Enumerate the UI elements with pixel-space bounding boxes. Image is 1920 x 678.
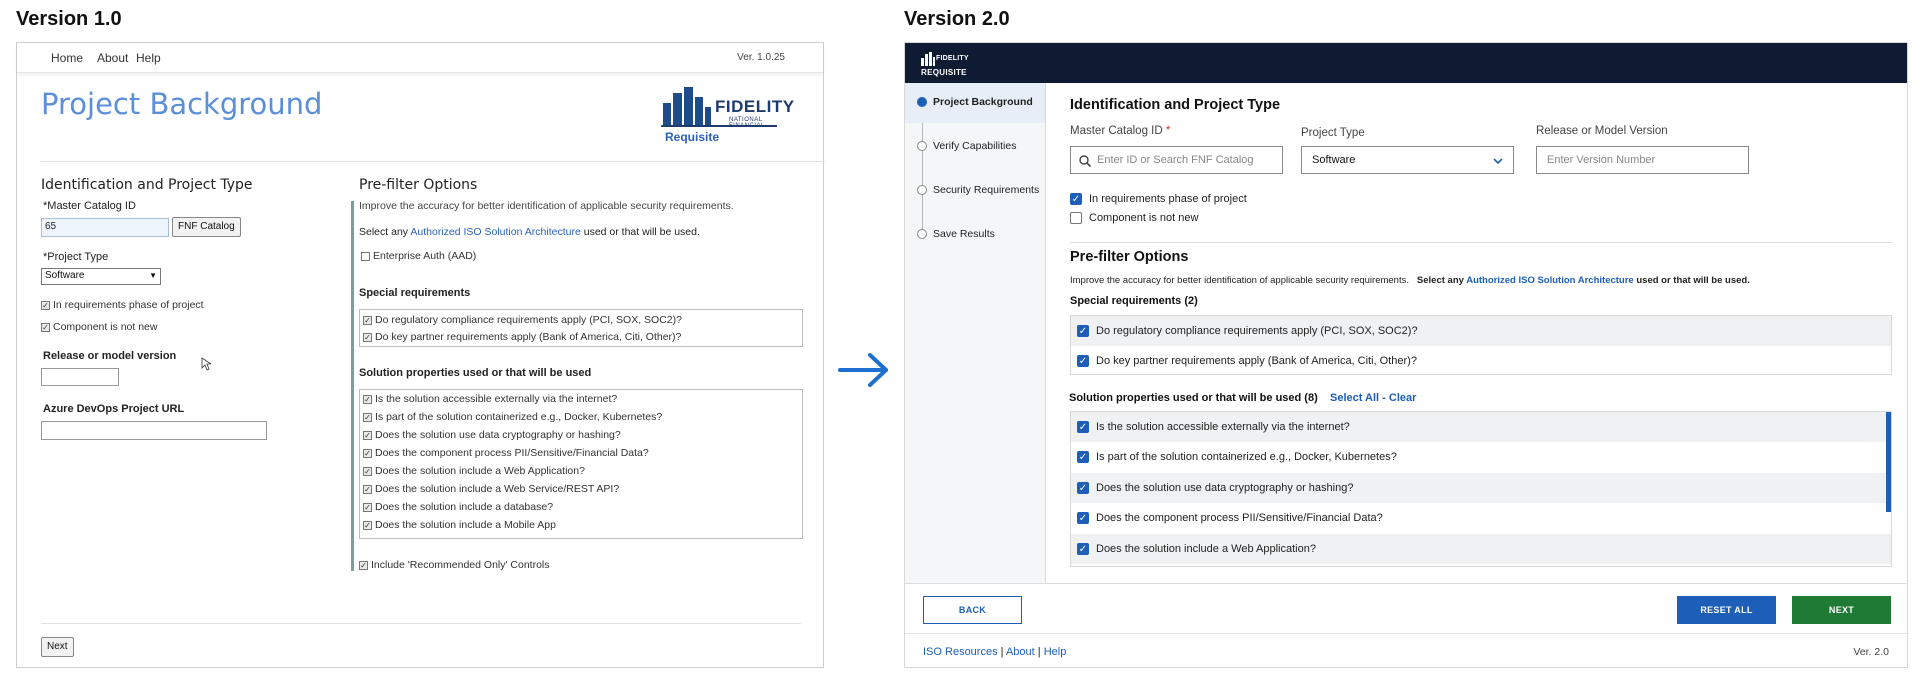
special-item-regulatory[interactable]: ✓ Do regulatory compliance requirements apply (PCI, SOX, SOC2)? (364, 314, 682, 326)
checkbox-icon: ✓ (42, 300, 49, 310)
next-button[interactable]: NEXT (1792, 596, 1891, 624)
checkbox-icon: ✓ (364, 430, 371, 440)
checkbox-icon: ✓ (360, 560, 367, 570)
logo-product: REQUISITE (921, 68, 967, 77)
next-button[interactable]: Next (41, 637, 74, 657)
checkbox-icon (361, 252, 370, 261)
step-dot-icon (917, 141, 927, 151)
master-catalog-search-input[interactable]: Enter ID or Search FNF Catalog (1070, 146, 1283, 174)
solution-item[interactable]: ✓ Is the solution accessible externally via the internet? (1071, 412, 1891, 442)
fidelity-requisite-logo (921, 49, 971, 79)
checkbox-checked-icon: ✓ (1078, 513, 1088, 524)
header-divider (41, 161, 825, 162)
building-icon (661, 85, 721, 127)
checkbox-icon (1070, 212, 1082, 224)
footer-help-link[interactable]: Help (1043, 646, 1067, 658)
checkbox-icon: ✓ (364, 412, 371, 422)
solution-item[interactable]: ✓ Is part of the solution containerized e.g., Docker, Kubernetes? (1078, 451, 1397, 463)
iso-resources-link[interactable]: ISO Resources (923, 646, 998, 658)
top-header-bar (905, 43, 1907, 83)
solution-item[interactable]: ✓ Is the solution accessible externally via the internet? (364, 393, 618, 405)
clear-link[interactable]: Clear (1388, 392, 1417, 404)
version-text: Ver. 1.0.25 (737, 52, 785, 63)
step-project-background[interactable]: Project Background (905, 83, 1045, 123)
special-item-partner[interactable]: ✓ Do key partner requirements apply (Bank of America, Citi, Other)? (1078, 355, 1417, 367)
checkbox-checked-icon: ✓ (1078, 452, 1088, 463)
section-divider (1070, 242, 1892, 243)
solution-item[interactable]: ✓ Does the component process PII/Sensitive/Financial Data? (1078, 512, 1383, 524)
release-input[interactable] (41, 368, 119, 386)
prefilter-accent-bar (351, 201, 354, 571)
fidelity-logo (661, 85, 795, 147)
release-label: Release or model version (43, 350, 177, 362)
identification-heading: Identification and Project Type (1070, 97, 1281, 113)
top-nav-bar (17, 43, 823, 73)
checkbox-icon: ✓ (364, 394, 371, 404)
logo-brand: FIDELITY (936, 55, 969, 62)
solution-item[interactable]: ✓ Does the solution include a database? (364, 501, 554, 513)
step-dot-icon (917, 185, 927, 195)
project-type-value: Software (45, 270, 85, 281)
nav-help-link[interactable]: Help (136, 51, 161, 65)
prefilter-description-line: Improve the accuracy for better identification of applicable security requirements. Select any Authorized ISO Solution Architecture used or that will be used. (1070, 275, 1750, 286)
version-text: Ver. 2.0 (1853, 646, 1889, 658)
solution-properties-box (359, 389, 803, 539)
footer-divider (41, 623, 801, 624)
checkbox-checked-icon: ✓ (1078, 483, 1088, 494)
solution-properties-heading: Solution properties used or that will be used (8) (1069, 392, 1318, 404)
special-item-regulatory[interactable]: ✓ Do regulatory compliance requirements apply (PCI, SOX, SOC2)? (1071, 316, 1891, 346)
release-label: Release or Model Version (1536, 125, 1668, 137)
checkbox-icon: ✓ (364, 484, 371, 494)
checkbox-checked-icon: ✓ (1078, 422, 1088, 433)
identification-heading: Identification and Project Type (41, 177, 253, 193)
iso-architecture-link[interactable]: Authorized ISO Solution Architecture (1466, 275, 1634, 286)
recommended-only-checkbox[interactable]: ✓ Include 'Recommended Only' Controls (360, 559, 550, 571)
special-requirements-panel (1070, 315, 1892, 375)
progress-stepper (905, 83, 1046, 583)
solution-item[interactable]: ✓ Does the solution use data cryptography or hashing? (364, 429, 621, 441)
enterprise-auth-checkbox[interactable]: Enterprise Auth (AAD) (361, 250, 476, 262)
solution-properties-heading: Solution properties used or that will be used (359, 367, 592, 379)
checkbox-checked-icon: ✓ (1071, 194, 1081, 205)
step-security-requirements[interactable]: Security Requirements (905, 171, 1045, 211)
footer-links: ISO Resources | About | Help (923, 646, 1067, 658)
checkbox-icon: ✓ (364, 448, 371, 458)
project-type-label: *Project Type (43, 251, 109, 263)
in-requirements-checkbox[interactable]: ✓ In requirements phase of project (1071, 193, 1247, 205)
step-dot-icon (917, 97, 927, 107)
nav-about-link[interactable]: About (97, 51, 129, 65)
solution-properties-panel (1070, 411, 1892, 567)
special-item-partner[interactable]: ✓ Do key partner requirements apply (Bank of America, Citi, Other)? (364, 331, 682, 343)
solution-item[interactable]: ✓ Does the solution include a Mobile App (364, 519, 556, 531)
version-1-screen (16, 42, 824, 668)
special-requirements-heading: Special requirements (359, 287, 471, 299)
footer-area (905, 583, 1907, 667)
prefilter-heading: Pre-filter Options (359, 177, 478, 193)
select-all-link[interactable]: Select All (1329, 392, 1380, 404)
checkbox-icon: ✓ (42, 322, 49, 332)
prefilter-heading: Pre-filter Options (1070, 249, 1189, 265)
release-version-input[interactable]: Enter Version Number (1536, 146, 1749, 174)
checkbox-checked-icon: ✓ (1078, 326, 1088, 337)
logo-brand: FIDELITY (715, 97, 795, 116)
logo-sub: NATIONAL (729, 117, 763, 123)
checkbox-checked-icon: ✓ (1078, 544, 1088, 555)
version-1-label: Version 1.0 (16, 8, 122, 30)
arrow-right-icon (838, 352, 890, 388)
azure-url-input[interactable] (41, 421, 267, 440)
checkbox-icon: ✓ (364, 466, 371, 476)
chevron-down-icon: ▼ (149, 271, 157, 280)
solution-item[interactable]: ✓ Does the component process PII/Sensitive/Financial Data? (364, 447, 649, 459)
solution-properties-heading-line: Solution properties used or that will be used (8) Select All - Clear (1069, 392, 1417, 404)
special-requirements-heading: Special requirements (2) (1070, 295, 1198, 307)
checkbox-icon: ✓ (364, 315, 371, 325)
page-title: Project Background (41, 87, 323, 121)
select-architecture-text: Select any Authorized ISO Solution Architecture used or that will be used. (359, 226, 700, 238)
chevron-down-icon (1493, 158, 1503, 165)
panel-scrollbar[interactable] (1886, 412, 1891, 512)
master-catalog-label: *Master Catalog ID (43, 200, 136, 212)
nav-home-link[interactable]: Home (51, 51, 84, 65)
project-type-select[interactable]: Software (1301, 146, 1514, 174)
special-requirements-box (359, 309, 803, 347)
version-2-screen (904, 42, 1908, 668)
version-2-label: Version 2.0 (904, 8, 1010, 30)
component-not-new-checkbox[interactable]: ✓ Component is not new (42, 321, 158, 333)
solution-item[interactable]: ✓ Does the solution include a Web Service/REST API? (364, 483, 620, 495)
step-save-results[interactable]: Save Results (905, 215, 1045, 255)
building-icon (921, 52, 935, 66)
step-dot-icon (917, 229, 927, 239)
solution-item[interactable]: ✓ Is part of the solution containerized e.g., Docker, Kubernetes? (364, 411, 663, 423)
back-button[interactable]: BACK (923, 596, 1022, 624)
solution-item[interactable]: ✓ Does the solution use data cryptography or hashing? (1071, 473, 1891, 503)
in-requirements-checkbox[interactable]: ✓ In requirements phase of project (42, 299, 204, 311)
footer-about-link[interactable]: About (1005, 646, 1035, 658)
step-verify-capabilities[interactable]: Verify Capabilities (905, 127, 1045, 167)
project-type-select[interactable] (41, 268, 161, 285)
master-catalog-label: Master Catalog ID * (1070, 125, 1171, 137)
logo-product: Requisite (665, 130, 720, 144)
azure-label: Azure DevOps Project URL (43, 403, 185, 415)
checkbox-checked-icon: ✓ (1078, 356, 1088, 367)
prefilter-description: Improve the accuracy for better identification of applicable security requirements. (1070, 275, 1409, 286)
fnf-catalog-button[interactable]: FNF Catalog (172, 217, 241, 237)
iso-architecture-link[interactable]: Authorized ISO Solution Architecture (410, 226, 581, 238)
solution-item[interactable]: ✓ Does the solution include a Web Application? (364, 465, 585, 477)
master-catalog-input[interactable]: 65 (41, 218, 169, 237)
search-icon (1079, 155, 1091, 167)
project-type-label: Project Type (1301, 127, 1365, 139)
solution-item[interactable]: ✓ Does the solution include a Web Application? (1071, 534, 1891, 564)
component-not-new-checkbox[interactable]: Component is not new (1070, 212, 1198, 224)
mouse-cursor-icon (201, 357, 211, 371)
reset-all-button[interactable]: RESET ALL (1677, 596, 1776, 624)
checkbox-icon: ✓ (364, 332, 371, 342)
checkbox-icon: ✓ (364, 502, 371, 512)
prefilter-description: Improve the accuracy for better identification of applicable security requirements. (359, 200, 734, 212)
checkbox-icon: ✓ (364, 520, 371, 530)
